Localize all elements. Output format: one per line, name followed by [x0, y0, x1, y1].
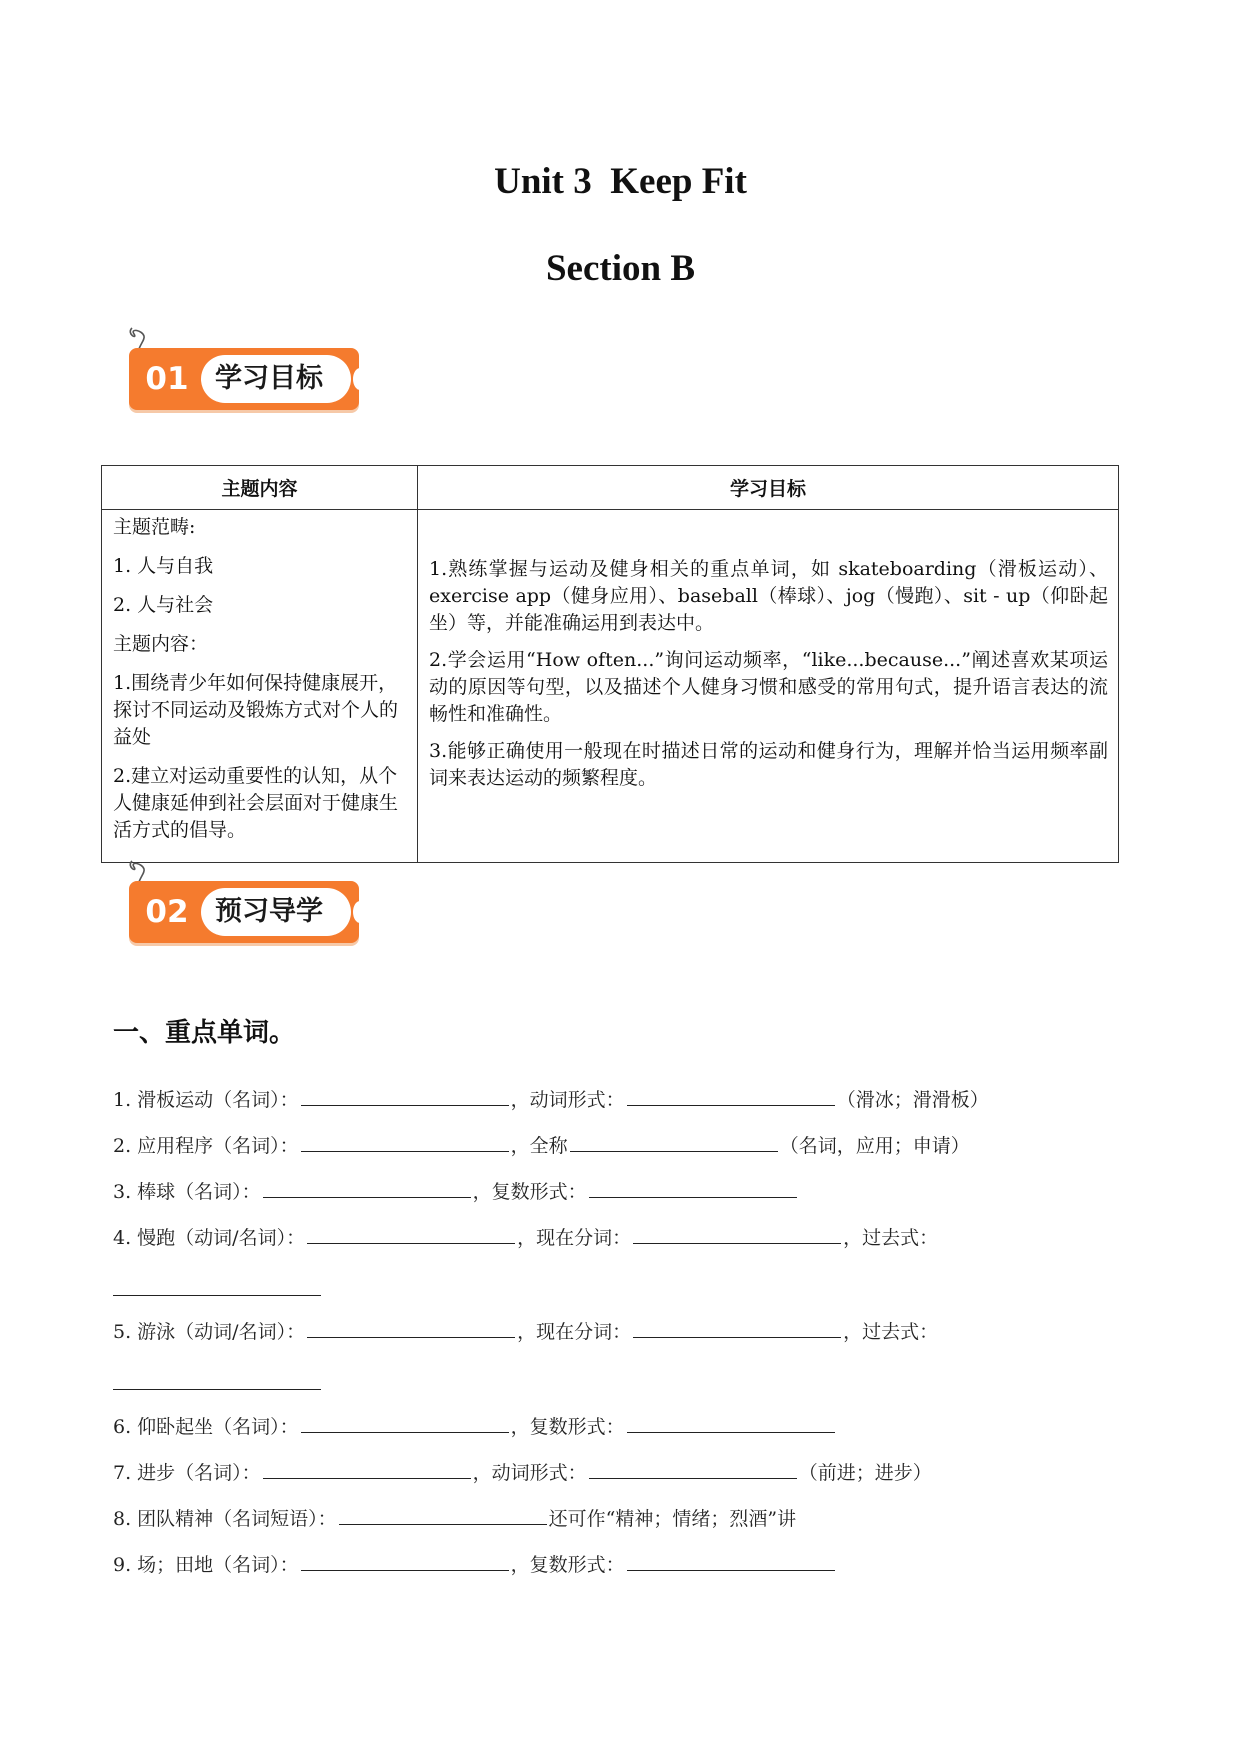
learning-goals-cell: [418, 510, 1119, 863]
vocab-prompt: ，复数形式：: [472, 1181, 587, 1203]
vocab-heading: 一、重点单词。: [113, 1018, 296, 1048]
vocab-hint: （名词，应用；申请）: [779, 1135, 970, 1157]
vocab-prompt: ，过去式：: [843, 1227, 939, 1249]
vocab-item: [113, 1083, 989, 1114]
badge-notch: [353, 368, 367, 390]
vocab-prompt: 6. 仰卧起坐（名词）：: [113, 1416, 299, 1438]
answer-blank[interactable]: [627, 1410, 835, 1433]
section-label: 学习目标: [201, 355, 351, 403]
vocab-item: [113, 1410, 837, 1441]
answer-blank[interactable]: [589, 1456, 797, 1479]
badge-notch: [353, 901, 367, 923]
vocab-hint: 还可作“精神；情绪；烈酒”讲: [548, 1508, 797, 1530]
vocab-prompt: 4. 慢跑（动词/名词）：: [113, 1227, 306, 1249]
content-item: 2. 人与社会: [113, 594, 214, 616]
section-number: 02: [145, 894, 189, 930]
document-title: Unit 3 Keep Fit: [494, 161, 747, 202]
answer-blank[interactable]: [113, 1388, 321, 1390]
vocab-prompt: ，全称: [510, 1135, 568, 1157]
section-label: 预习导学: [201, 888, 351, 936]
answer-blank[interactable]: [633, 1315, 841, 1338]
answer-blank[interactable]: [627, 1548, 835, 1571]
answer-blank[interactable]: [339, 1502, 547, 1525]
vocab-prompt: ，复数形式：: [510, 1416, 625, 1438]
vocab-item: [113, 1315, 938, 1346]
content-item: 主题范畴:: [113, 516, 196, 538]
vocab-item: [113, 1175, 799, 1206]
answer-blank[interactable]: [589, 1175, 797, 1198]
answer-blank[interactable]: [263, 1175, 471, 1198]
vocab-prompt: 3. 棒球（名词）：: [113, 1181, 261, 1203]
vocab-prompt: ，动词形式：: [472, 1462, 587, 1484]
vocab-item: [113, 1129, 970, 1160]
vocab-hint: （滑冰；滑滑板）: [836, 1089, 989, 1111]
answer-blank[interactable]: [301, 1548, 509, 1571]
content-item: 主题内容：: [113, 633, 209, 655]
section-badge-preview-guide: [124, 859, 364, 945]
vocab-prompt: 5. 游泳（动词/名词）：: [113, 1321, 306, 1343]
section-badge-pill: [129, 881, 359, 943]
vocab-prompt: ，动词形式：: [510, 1089, 625, 1111]
vocab-prompt: 9. 场；田地（名词）：: [113, 1554, 299, 1576]
answer-blank[interactable]: [570, 1129, 778, 1152]
vocab-item: [113, 1456, 932, 1487]
answer-blank[interactable]: [113, 1294, 321, 1296]
vocab-item: [113, 1548, 837, 1579]
vocab-item: [113, 1502, 796, 1533]
answer-blank[interactable]: [301, 1410, 509, 1433]
header-topic-content: 主题内容: [102, 466, 418, 510]
vocab-prompt: ，复数形式：: [510, 1554, 625, 1576]
answer-blank[interactable]: [301, 1129, 509, 1152]
vocab-item: [113, 1221, 938, 1252]
objective-item: 2.学会运用“How often...”询问运动频率，“like...because...”阐述喜欢某项运动的原因等句型，以及描述个人健身习惯和感受的常用句式，提升语言表达的流畅性和准确性。: [429, 649, 1108, 725]
table-header-row: [102, 466, 1119, 510]
section-badge-learning-goals: [124, 326, 364, 412]
section-badge-pill: [129, 348, 359, 410]
answer-blank[interactable]: [307, 1315, 515, 1338]
answer-blank[interactable]: [307, 1221, 515, 1244]
vocab-prompt: ，过去式：: [843, 1321, 939, 1343]
vocab-prompt: 1. 滑板运动（名词）：: [113, 1089, 299, 1111]
vocab-prompt: 8. 团队精神（名词短语）：: [113, 1508, 337, 1530]
objectives-table: [101, 465, 1119, 863]
vocab-prompt: ，现在分词：: [517, 1227, 632, 1249]
content-item: 1. 人与自我: [113, 555, 214, 577]
topic-content-cell: [102, 510, 418, 863]
vocab-prompt: 2. 应用程序（名词）：: [113, 1135, 299, 1157]
vocab-prompt: 7. 进步（名词）：: [113, 1462, 261, 1484]
document-subtitle: Section B: [545, 248, 696, 289]
vocab-hint: （前进；进步）: [798, 1462, 932, 1484]
content-item: 1.围绕青少年如何保持健康展开，探讨不同运动及锻炼方式对个人的益处: [113, 672, 399, 748]
answer-blank[interactable]: [263, 1456, 471, 1479]
answer-blank[interactable]: [633, 1221, 841, 1244]
vocab-prompt: ，现在分词：: [517, 1321, 632, 1343]
table-row: [102, 510, 1119, 863]
header-learning-goals: 学习目标: [418, 466, 1119, 510]
answer-blank[interactable]: [301, 1083, 509, 1106]
answer-blank[interactable]: [627, 1083, 835, 1106]
objective-item: 3.能够正确使用一般现在时描述日常的运动和健身行为，理解并恰当运用频率副词来表达运动的频繁程度。: [429, 740, 1108, 789]
section-number: 01: [145, 361, 189, 397]
objective-item: 1.熟练掌握与运动及健身相关的重点单词，如 skateboarding（滑板运动）、exercise app（健身应用）、baseball（棒球）、jog（慢跑）、sit - up（仰卧起坐）等，并能准确运用到表达中。: [429, 558, 1108, 634]
content-item: 2.建立对运动重要性的认知，从个人健康延伸到社会层面对于健康生活方式的倡导。: [113, 765, 399, 841]
